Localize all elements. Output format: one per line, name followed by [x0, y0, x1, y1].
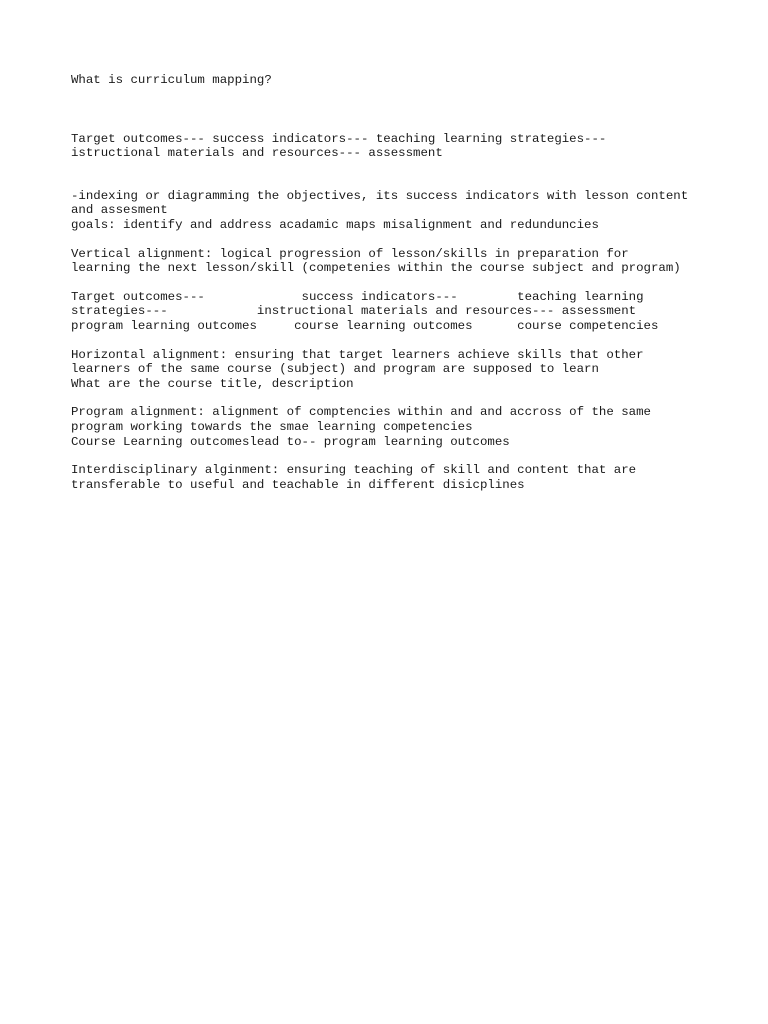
text-line: What are the course title, description	[71, 376, 354, 391]
paragraph-program-alignment	[71, 405, 751, 449]
text-line: transferable to useful and teachable in different disicplines	[71, 477, 525, 492]
text-line: and assesment	[71, 203, 168, 218]
text-line: Target outcomes--- success indicators--- teaching learning	[71, 289, 644, 304]
text-line: Program alignment: alignment of comptencies within and and accross of the same	[71, 405, 651, 420]
paragraph-interdisciplinary-alignment	[71, 463, 751, 492]
document-title: What is curriculum mapping?	[71, 73, 272, 87]
text-line: -indexing or diagramming the objectives, its success indicators with lesson content	[71, 188, 689, 203]
text-line: strategies--- instructional materials and resources--- assessment	[71, 304, 637, 319]
text-line: istructional materials and resources--- assessment	[71, 146, 443, 161]
text-line: learners of the same course (subject) and program are supposed to learn	[71, 362, 599, 377]
text-line: program learning outcomes course learning outcomes course competencies	[71, 318, 659, 333]
text-line: Target outcomes--- success indicators--- teaching learning strategies---	[71, 131, 607, 146]
text-line: Horizontal alignment: ensuring that target learners achieve skills that other	[71, 347, 644, 362]
paragraph-outcomes-columns	[71, 290, 751, 334]
text-line: goals: identify and address acadamic maps misalignment and redunduncies	[71, 217, 599, 232]
text-line: Vertical alignment: logical progression of lesson/skills in preparation for	[71, 246, 629, 261]
text-line: learning the next lesson/skill (competenies within the course subject and program)	[71, 261, 681, 276]
paragraph-target-outcomes-chain	[71, 132, 751, 161]
paragraph-definition-goals	[71, 189, 751, 233]
text-line: program working towards the smae learning competencies	[71, 419, 473, 434]
text-line: Course Learning outcomeslead to-- program learning outcomes	[71, 434, 510, 449]
paragraph-vertical-alignment	[71, 247, 751, 276]
paragraph-horizontal-alignment	[71, 348, 751, 392]
text-line: Interdisciplinary alginment: ensuring teaching of skill and content that are	[71, 463, 637, 478]
document-page	[71, 73, 751, 492]
